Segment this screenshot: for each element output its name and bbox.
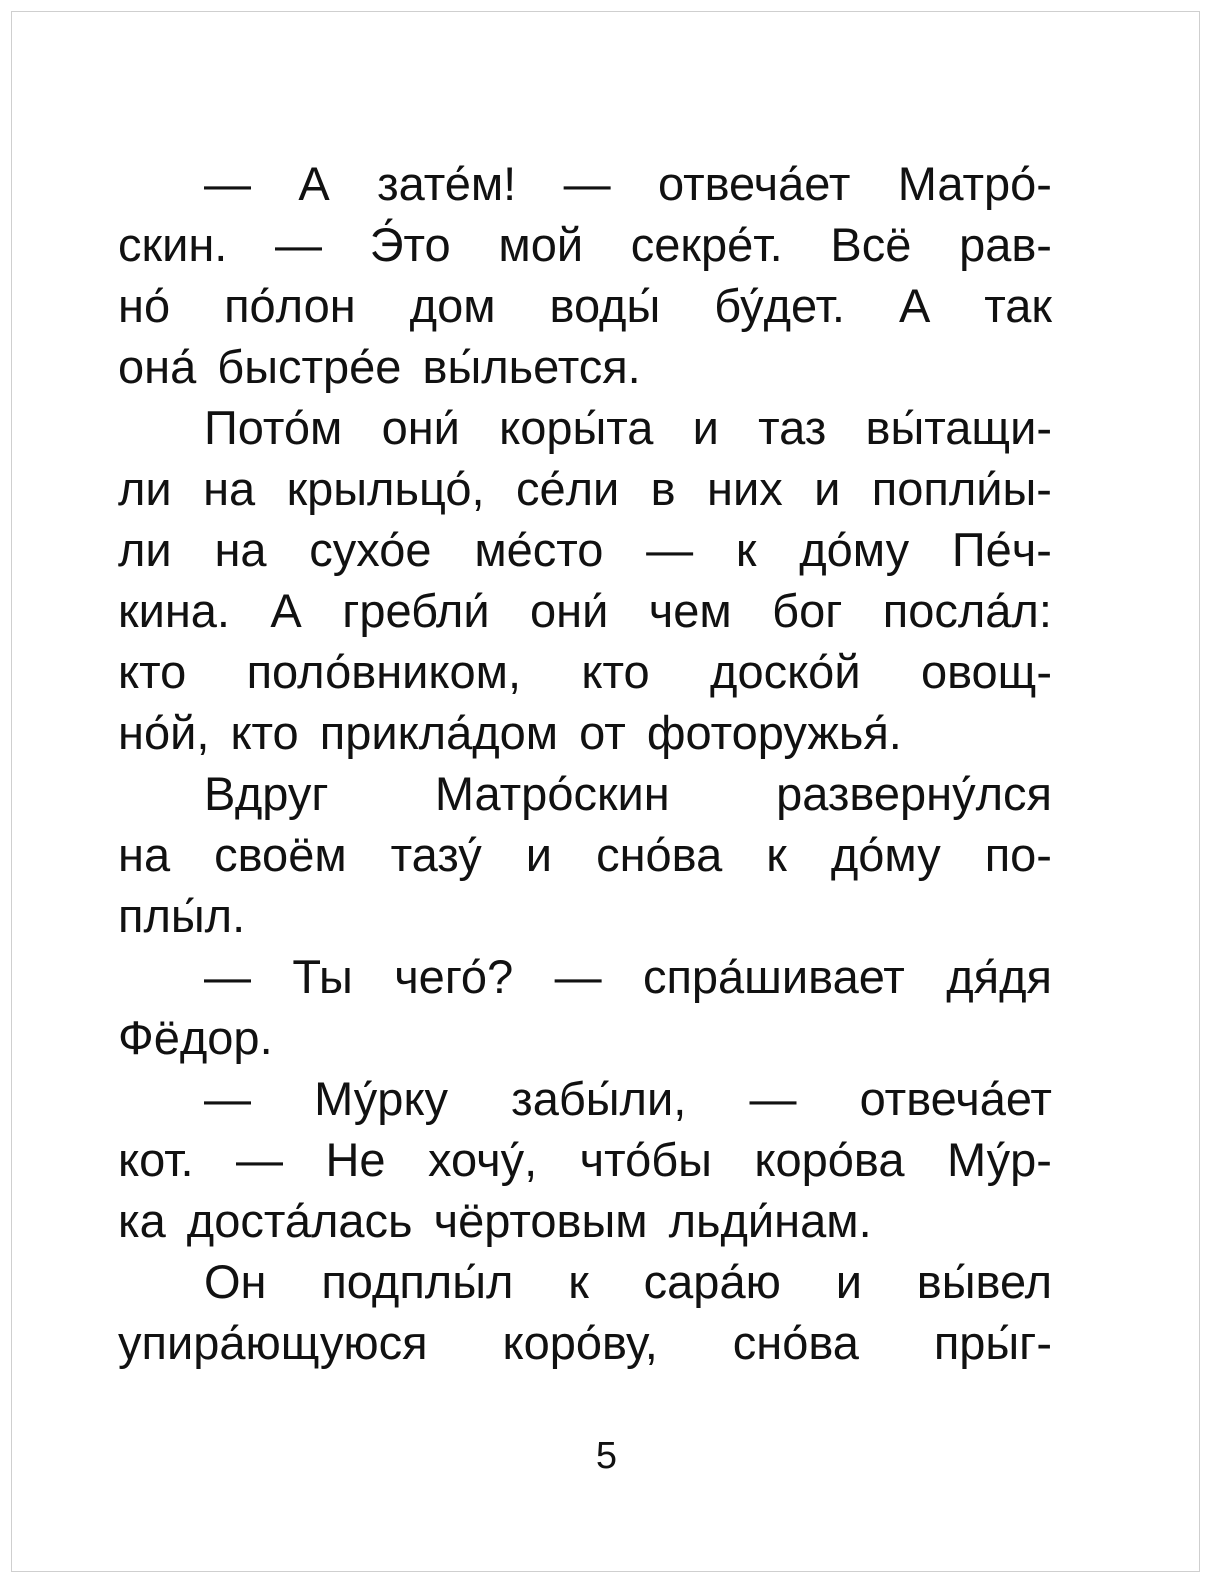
word: по́лон	[224, 279, 356, 332]
word: —	[236, 1133, 284, 1186]
word: отвеча́ет	[859, 1072, 1052, 1125]
text-line-content: но́й, кто прикла́дом от фоторужья́.	[118, 706, 902, 759]
word: —	[646, 523, 694, 576]
word: до́му	[799, 523, 910, 576]
text-line	[118, 946, 1052, 1007]
text-line	[118, 702, 1052, 763]
page-number: 5	[595, 1435, 618, 1477]
word: до́му	[830, 828, 941, 881]
word: и	[525, 828, 553, 881]
word: сно́ва	[596, 828, 723, 881]
word: и	[692, 401, 719, 454]
word: бог	[772, 584, 843, 637]
word: коры́та	[499, 401, 654, 454]
word: —	[204, 157, 251, 210]
word: —	[204, 1072, 251, 1125]
word: секре́т.	[630, 218, 783, 271]
word: коро́ву,	[502, 1316, 658, 1369]
word: по-	[984, 828, 1052, 881]
word: Не	[325, 1133, 386, 1186]
word: попли́ы-	[871, 462, 1052, 515]
word: дом	[409, 279, 496, 332]
word: к	[568, 1255, 589, 1308]
text-line	[118, 275, 1052, 336]
word: них	[707, 462, 783, 515]
word: в	[650, 462, 676, 515]
word: кто	[118, 645, 187, 698]
word: Пе́ч-	[951, 523, 1052, 576]
word: Му́р-	[946, 1133, 1052, 1186]
word: А	[298, 157, 330, 210]
word: Он	[204, 1255, 267, 1308]
text-line-content: она́ быстре́е вы́льется.	[118, 340, 641, 393]
text-line-content: плы́л.	[118, 889, 246, 942]
text-line	[118, 824, 1052, 885]
word: сара́ю	[643, 1255, 781, 1308]
word: к	[766, 828, 787, 881]
word: что́бы	[579, 1133, 712, 1186]
word: —	[554, 950, 602, 1003]
word: упира́ющуюся	[118, 1316, 428, 1369]
word: тазу́	[390, 828, 482, 881]
body-text	[118, 153, 1052, 1373]
word: отвеча́ет	[657, 157, 851, 210]
text-line	[118, 214, 1052, 275]
text-line	[118, 1007, 1052, 1068]
text-line	[118, 458, 1052, 519]
word: к	[735, 523, 757, 576]
word: пры́г-	[933, 1316, 1052, 1369]
word: и	[814, 462, 841, 515]
word: они́	[530, 584, 609, 637]
text-line	[118, 1129, 1052, 1190]
word: посла́л:	[882, 584, 1052, 637]
word: и	[835, 1255, 862, 1308]
word: бу́дет.	[714, 279, 845, 332]
word: сно́ва	[732, 1316, 859, 1369]
word: таз	[758, 401, 827, 454]
word: гребли́	[342, 584, 490, 637]
text-line	[118, 1312, 1052, 1373]
word: кто	[581, 645, 650, 698]
word: рав-	[959, 218, 1052, 271]
word: чего́?	[394, 950, 514, 1003]
text-line	[118, 519, 1052, 580]
text-line	[118, 885, 1052, 946]
word: —	[204, 950, 251, 1003]
word: Вдруг	[204, 767, 329, 820]
book-page	[11, 11, 1200, 1572]
word: дя́дя	[946, 950, 1052, 1003]
text-line	[118, 1068, 1052, 1129]
word: вы́тащи-	[865, 401, 1052, 454]
word: крыльцо́,	[286, 462, 485, 515]
word: хочу́,	[428, 1133, 538, 1186]
word: Всё	[830, 218, 912, 271]
word: Матро́скин	[434, 767, 670, 820]
word: разверну́лся	[776, 767, 1052, 820]
word: сухо́е	[309, 523, 432, 576]
word: но́	[118, 279, 171, 332]
word: чем	[648, 584, 732, 637]
word: се́ли	[515, 462, 620, 515]
text-line	[118, 763, 1052, 824]
word: —	[749, 1072, 797, 1125]
word: доско́й	[710, 645, 861, 698]
word: Ты	[292, 950, 353, 1003]
word: коро́ва	[754, 1133, 905, 1186]
word: на	[118, 828, 171, 881]
text-line	[118, 641, 1052, 702]
word: на	[203, 462, 256, 515]
word: мой	[498, 218, 584, 271]
word: зате́м!	[377, 157, 517, 210]
text-line	[118, 1251, 1052, 1312]
word: спра́шивает	[642, 950, 905, 1003]
text-line	[118, 336, 1052, 397]
text-line-content: ка доста́лась чёртовым льди́нам.	[118, 1194, 872, 1247]
word: своём	[214, 828, 347, 881]
text-line	[118, 580, 1052, 641]
word: на	[214, 523, 267, 576]
word: —	[563, 157, 611, 210]
word: Му́рку	[314, 1072, 449, 1125]
word: ме́сто	[474, 523, 604, 576]
word: ли	[118, 462, 172, 515]
word: Пото́м	[204, 401, 343, 454]
word: подплы́л	[321, 1255, 514, 1308]
text-line	[118, 153, 1052, 214]
word: вы́вел	[916, 1255, 1052, 1308]
word: они́	[381, 401, 460, 454]
word: скин.	[118, 218, 228, 271]
word: овощ-	[920, 645, 1052, 698]
word: А	[898, 279, 931, 332]
word: кот.	[118, 1133, 194, 1186]
text-line	[118, 1190, 1052, 1251]
word: Э́то	[369, 218, 451, 271]
word: воды́	[549, 279, 661, 332]
word: —	[275, 218, 323, 271]
text-line	[118, 397, 1052, 458]
word: А	[270, 584, 302, 637]
word: забы́ли,	[511, 1072, 687, 1125]
word: ли	[118, 523, 172, 576]
word: поло́вником,	[246, 645, 522, 698]
word: Матро́-	[897, 157, 1052, 210]
word: кина.	[118, 584, 230, 637]
word: так	[984, 279, 1052, 332]
text-line-content: Фёдор.	[118, 1011, 273, 1064]
